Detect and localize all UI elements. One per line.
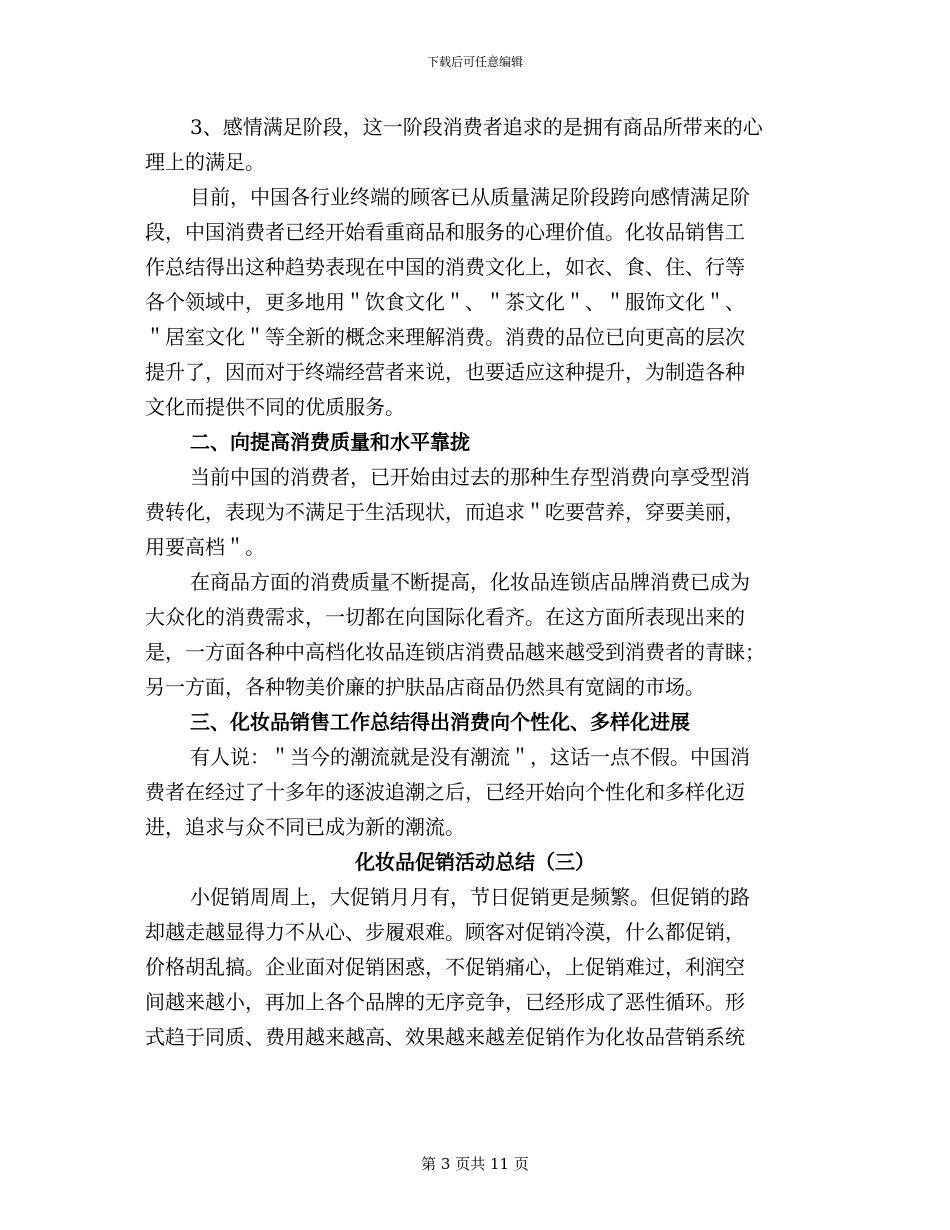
text-line: 另一方面，各种物美价廉的护肤品店商品仍然具有宽阔的市场。: [145, 675, 705, 699]
section-title: 化妆品促销活动总结（三）: [355, 850, 595, 874]
text-line: 间越来越小，再加上各个品牌的无序竞争，已经形成了恶性循环。形: [145, 990, 745, 1014]
text-line: 目前，中国各行业终端的顾客已从质量满足阶段跨向感情满足阶: [190, 185, 750, 209]
document-body: [145, 110, 800, 1055]
text-line: 费者在经过了十多年的逐波追潮之后，已经开始向个性化和多样化迈: [145, 780, 745, 804]
text-line: 各个领域中，更多地用＂饮食文化＂、＂茶文化＂、＂服饰文化＂、: [145, 290, 745, 314]
text-line: 有人说：＂当今的潮流就是没有潮流＂，这话一点不假。中国消: [190, 745, 750, 769]
text-line: 当前中国的消费者，已开始由过去的那种生存型消费向享受型消: [190, 465, 750, 489]
text-line: 文化而提供不同的优质服务。: [145, 395, 405, 419]
text-line: ＂居室文化＂等全新的概念来理解消费。消费的品位已向更高的层次: [145, 325, 745, 349]
text-line: 是，一方面各种中高档化妆品连锁店消费品越来越受到消费者的青睐；: [145, 640, 765, 664]
text-line: 作总结得出这种趋势表现在中国的消费文化上，如衣、食、住、行等: [145, 255, 745, 279]
text-line: 费转化，表现为不满足于生活现状，而追求＂吃要营养，穿要美丽，: [145, 500, 745, 524]
text-line: 进，追求与众不同已成为新的潮流。: [145, 815, 465, 839]
text-line: 3、感情满足阶段，这一阶段消费者追求的是拥有商品所带来的心: [190, 115, 763, 139]
section-heading: 三、化妆品销售工作总结得出消费向个性化、多样化进展: [190, 710, 690, 734]
text-line: 在商品方面的消费质量不断提高，化妆品连锁店品牌消费已成为: [190, 570, 750, 594]
text-line: 用要高档＂。: [145, 535, 265, 559]
text-line: 提升了，因而对于终端经营者来说，也要适应这种提升，为制造各种: [145, 360, 745, 384]
text-line: 段，中国消费者已经开始看重商品和服务的心理价值。化妆品销售工: [145, 220, 745, 244]
text-line: 价格胡乱搞。企业面对促销困惑，不促销痛心，上促销难过，利润空: [145, 955, 745, 979]
page-header: 下载后可任意编辑: [426, 55, 523, 69]
text-line: 大众化的消费需求，一切都在向国际化看齐。在这方面所表现出来的: [145, 605, 745, 629]
section-heading: 二、向提高消费质量和水平靠拢: [190, 430, 470, 454]
text-line: 小促销周周上，大促销月月有，节日促销更是频繁。但促销的路: [190, 885, 750, 909]
text-line: 却越走越显得力不从心、步履艰难。顾客对促销冷漠，什么都促销，: [145, 920, 745, 944]
page-footer: 第 3 页共 11 页: [421, 1155, 529, 1173]
text-line: 式趋于同质、费用越来越高、效果越来越差促销作为化妆品营销系统: [145, 1025, 745, 1049]
text-line: 理上的满足。: [145, 150, 265, 174]
